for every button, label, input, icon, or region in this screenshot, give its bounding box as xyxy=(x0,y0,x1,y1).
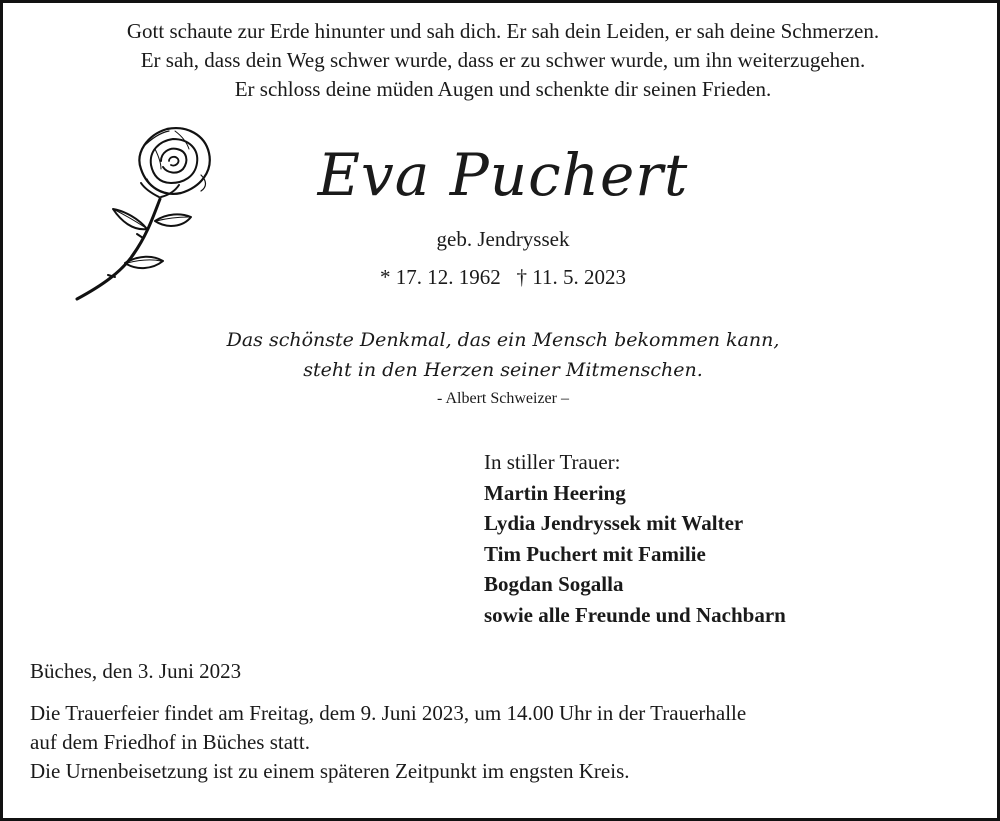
mourners-intro: In stiller Trauer: xyxy=(484,450,621,474)
notice-line: Die Urnenbeisetzung ist zu einem späteren Zeitpunkt im engsten Kreis. xyxy=(30,759,630,783)
poem-line: Er schloss deine müden Augen und schenkte dir seinen Frieden. xyxy=(234,77,772,101)
poem-line: Gott schaute zur Erde hinunter und sah dich. Er sah dein Leiden, er sah deine Schmerzen. xyxy=(126,19,880,43)
mourner-name: sowie alle Freunde und Nachbarn xyxy=(484,602,786,627)
birth-name: geb. Jendryssek xyxy=(436,227,570,251)
poem xyxy=(3,17,1000,104)
mourner-name: Bogdan Sogalla xyxy=(484,572,624,596)
notice-line: Die Trauerfeier findet am Freitag, dem 9. Juni 2023, um 14.00 Uhr in der Trauerhalle xyxy=(30,701,747,725)
mourner-name: Tim Puchert mit Familie xyxy=(484,541,706,566)
memorial-quote xyxy=(153,325,853,385)
funeral-notice xyxy=(30,699,980,786)
mourner-name: Martin Heering xyxy=(484,480,626,505)
quote-line: steht in den Herzen seiner Mitmenschen. xyxy=(303,359,703,381)
deceased-name: Eva Puchert xyxy=(317,141,689,209)
mourner-name: Lydia Jendryssek mit Walter xyxy=(484,511,744,535)
quote-line: Das schönste Denkmal, das ein Mensch bekommen kann, xyxy=(226,329,780,351)
life-dates: * 17. 12. 1962 † 11. 5. 2023 xyxy=(380,265,626,289)
place-and-date: Büches, den 3. Juni 2023 xyxy=(30,659,242,683)
poem-line: Er sah, dass dein Weg schwer wurde, dass er zu schwer wurde, um ihn weiterzugehen. xyxy=(140,48,866,72)
notice-line: auf dem Friedhof in Büches statt. xyxy=(30,730,310,754)
quote-author: - Albert Schweizer – xyxy=(437,390,569,407)
mourners-list xyxy=(484,447,984,630)
rose-drawing-icon xyxy=(55,117,245,307)
